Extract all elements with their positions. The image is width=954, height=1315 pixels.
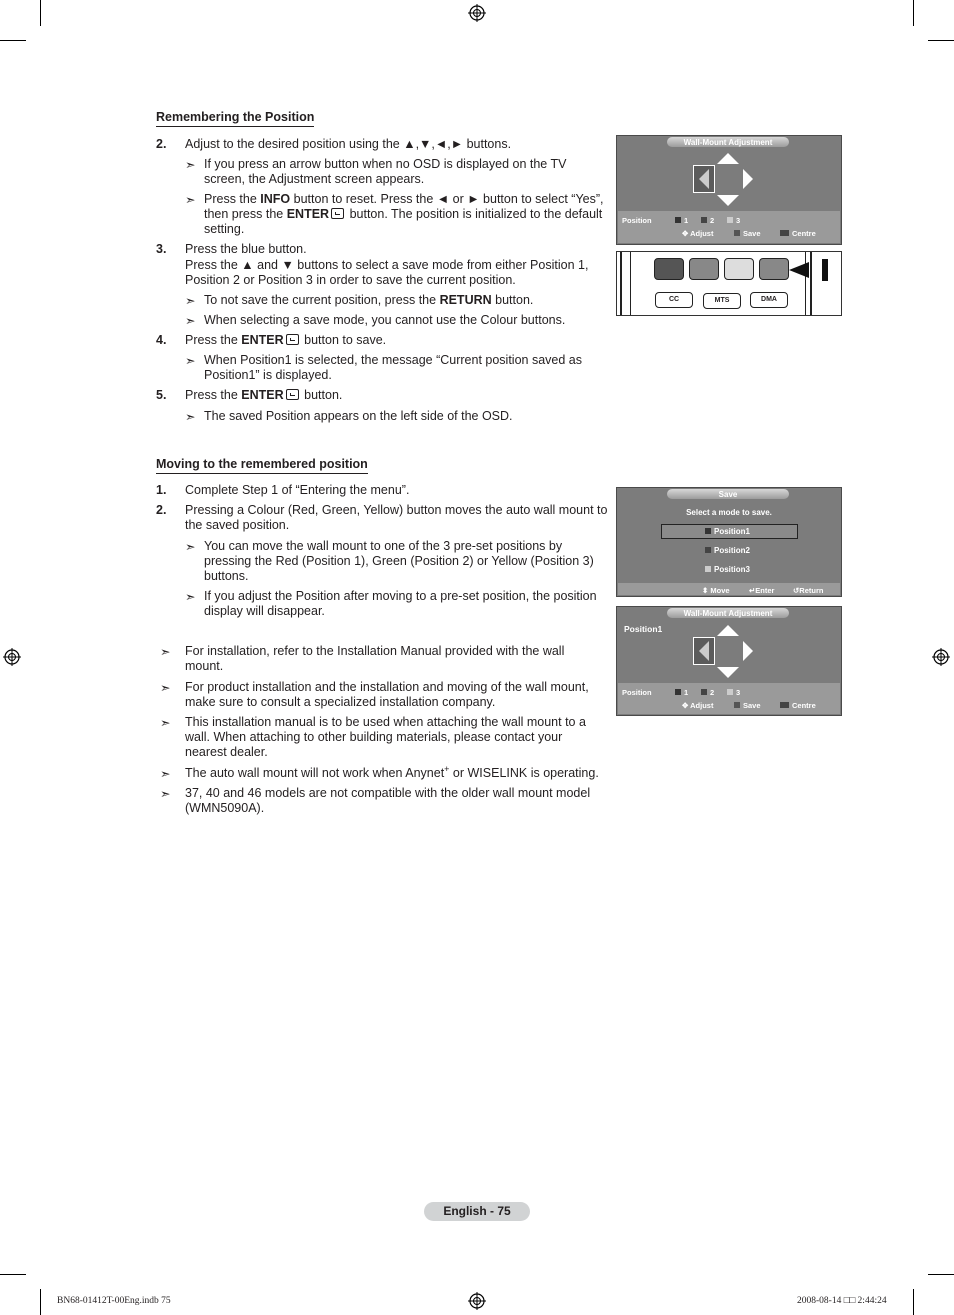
trim-mark xyxy=(0,40,26,41)
file-slug: BN68-01412T-00Eng.indb 75 xyxy=(57,1296,171,1306)
section-heading: Moving to the remembered position xyxy=(156,457,368,474)
note-arrow-icon: ➣ xyxy=(185,540,196,554)
trim-mark xyxy=(928,1274,954,1275)
trim-mark xyxy=(40,0,41,26)
pointer-arrow-icon xyxy=(789,258,831,282)
note-text: The saved Position appears on the left side of the OSD. xyxy=(204,409,513,423)
centre-hint: Centre xyxy=(780,701,816,710)
registration-mark-icon xyxy=(3,648,21,666)
return-icon: ↺ xyxy=(793,586,800,595)
step-number: 2. xyxy=(156,503,167,517)
adjust-hint: ✥ Adjust xyxy=(682,701,714,710)
note-text: If you adjust the Position after moving to a pre-set position, the position display will disappear. xyxy=(204,589,597,619)
save-prompt: Select a mode to save. xyxy=(686,508,772,517)
yellow-button xyxy=(724,258,754,280)
page-number-badge: English - 75 xyxy=(424,1202,530,1221)
position-slot: 2 xyxy=(701,688,714,697)
arrow-down-icon xyxy=(717,195,739,206)
move-hint: ⬍ Move xyxy=(702,586,730,595)
note-text: For installation, refer to the Installation Manual provided with the wall mount. xyxy=(185,644,565,674)
step-number: 1. xyxy=(156,483,167,497)
red-button xyxy=(654,258,684,280)
date-slug: 2008-08-14 □□ 2:44:24 xyxy=(797,1296,887,1306)
note-arrow-icon: ➣ xyxy=(185,354,196,368)
save-hint: Save xyxy=(734,701,761,710)
note-arrow-icon: ➣ xyxy=(185,410,196,424)
registration-mark-icon xyxy=(468,1292,486,1310)
arrow-right-icon xyxy=(743,169,753,189)
step-text: Press the ENTER button to save. xyxy=(185,333,387,347)
trim-mark xyxy=(0,1274,26,1275)
trim-mark xyxy=(40,1289,41,1315)
arrow-up-icon xyxy=(717,153,739,164)
note-text: Press the INFO button to reset. Press the ◄ or ► button to select “Yes”, then press the ENTER button. The position is initialized to the default setting. xyxy=(204,192,604,237)
save-hint: Save xyxy=(734,229,761,238)
note-arrow-icon: ➣ xyxy=(160,645,171,659)
step-number: 3. xyxy=(156,242,167,256)
cc-button: CC xyxy=(655,292,693,308)
note-arrow-icon: ➣ xyxy=(160,787,171,801)
trim-mark xyxy=(913,0,914,26)
remote-control-illustration xyxy=(616,251,842,316)
save-option: Position3 xyxy=(705,565,750,574)
note-arrow-icon: ➣ xyxy=(185,193,196,207)
updown-icon: ⬍ xyxy=(702,586,709,595)
trim-mark xyxy=(928,40,954,41)
enter-icon xyxy=(331,208,344,219)
enter-icon: ↵ xyxy=(749,586,756,595)
note-arrow-icon: ➣ xyxy=(185,314,196,328)
section-heading: Remembering the Position xyxy=(156,110,314,127)
trim-mark xyxy=(913,1289,914,1315)
step-text: Press the ▲ and ▼ buttons to select a save mode from either Position 1, Position 2 or Position 3 in order to save the current position. xyxy=(185,258,589,288)
note-text: 37, 40 and 46 models are not compatible with the older wall mount model (WMN5090A). xyxy=(185,786,591,816)
move-icon: ✥ xyxy=(682,701,689,710)
osd-title: Save xyxy=(667,489,789,499)
note-arrow-icon: ➣ xyxy=(160,767,171,781)
arrow-up-icon xyxy=(717,625,739,636)
step-number: 5. xyxy=(156,388,167,402)
save-option: Position1 xyxy=(705,527,750,536)
step-text: Press the blue button. xyxy=(185,242,307,256)
position-slot: 3 xyxy=(727,688,740,697)
move-icon: ✥ xyxy=(682,229,689,238)
note-arrow-icon: ➣ xyxy=(160,716,171,730)
step-text: Press the ENTER button. xyxy=(185,388,343,402)
arrow-down-icon xyxy=(717,667,739,678)
note-arrow-icon: ➣ xyxy=(185,590,196,604)
step-number: 4. xyxy=(156,333,167,347)
position-slot: 2 xyxy=(701,216,714,225)
arrow-left-icon xyxy=(693,165,715,193)
registration-mark-icon xyxy=(932,648,950,666)
dma-button: DMA xyxy=(750,292,788,308)
note-text: You can move the wall mount to one of the 3 pre-set positions by pressing the Red (Position 1), Green (Position 2) or Yellow (Position 3) buttons. xyxy=(204,539,594,584)
registration-mark-icon xyxy=(468,4,486,22)
osd-wall-mount-adjustment-saved xyxy=(616,606,842,716)
position-label: Position xyxy=(622,688,652,697)
position-slot: 1 xyxy=(675,688,688,697)
note-text: The auto wall mount will not work when Anynet+ or WISELINK is operating. xyxy=(185,763,599,780)
osd-title: Wall-Mount Adjustment xyxy=(667,137,789,147)
enter-hint: ↵Enter xyxy=(749,586,775,595)
adjust-hint: ✥ Adjust xyxy=(682,229,714,238)
note-text: To not save the current position, press the RETURN button. xyxy=(204,293,534,307)
enter-icon xyxy=(286,334,299,345)
position-label: Position xyxy=(622,216,652,225)
arrow-left-icon xyxy=(693,637,715,665)
centre-hint: Centre xyxy=(780,229,816,238)
note-arrow-icon: ➣ xyxy=(185,294,196,308)
blue-button xyxy=(759,258,789,280)
note-text: For product installation and the installation and moving of the wall mount, make sure to consult a specialized installation company. xyxy=(185,680,589,710)
note-text: When Position1 is selected, the message “Current position saved as Position1” is displayed. xyxy=(204,353,582,383)
return-hint: ↺Return xyxy=(793,586,824,595)
osd-save xyxy=(616,487,842,597)
note-arrow-icon: ➣ xyxy=(185,158,196,172)
step-number: 2. xyxy=(156,137,167,151)
position-slot: 3 xyxy=(727,216,740,225)
save-option: Position2 xyxy=(705,546,750,555)
green-button xyxy=(689,258,719,280)
position-slot: 1 xyxy=(675,216,688,225)
osd-wall-mount-adjustment xyxy=(616,135,842,245)
step-text: Adjust to the desired position using the ▲,▼,◄,► buttons. xyxy=(185,137,512,151)
note-text: When selecting a save mode, you cannot use the Colour buttons. xyxy=(204,313,566,327)
step-text: Pressing a Colour (Red, Green, Yellow) button moves the auto wall mount to the saved position. xyxy=(185,503,608,533)
saved-position-label: Position1 xyxy=(624,624,663,634)
arrow-right-icon xyxy=(743,641,753,661)
enter-icon xyxy=(286,389,299,400)
osd-title: Wall-Mount Adjustment xyxy=(667,608,789,618)
note-text: If you press an arrow button when no OSD is displayed on the TV screen, the Adjustment screen appears. xyxy=(204,157,567,187)
step-text: Complete Step 1 of “Entering the menu”. xyxy=(185,483,410,497)
note-arrow-icon: ➣ xyxy=(160,681,171,695)
mts-button: MTS xyxy=(703,293,741,309)
note-text: This installation manual is to be used when attaching the wall mount to a wall. When attaching to other building materials, please contact your nearest dealer. xyxy=(185,715,586,760)
